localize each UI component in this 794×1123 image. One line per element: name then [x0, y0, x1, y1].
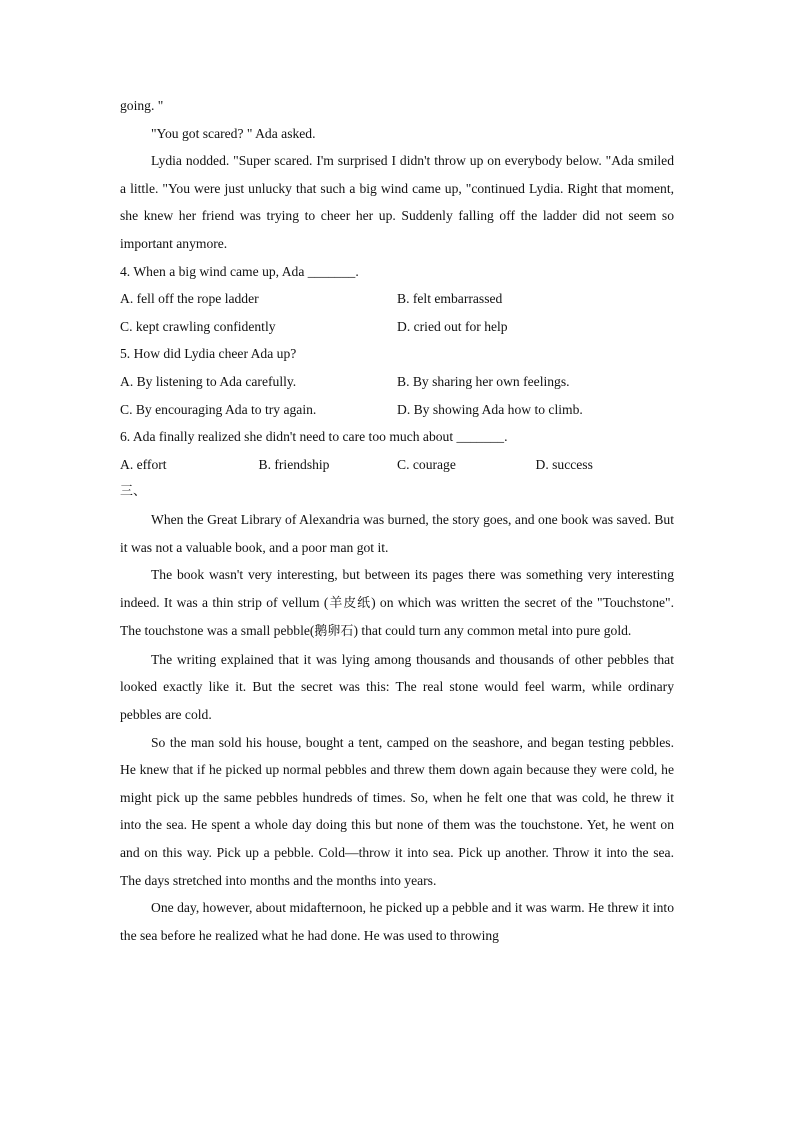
option-d: D. cried out for help	[397, 318, 508, 334]
document-page	[120, 92, 674, 949]
chinese-gloss: 鹅卵石	[314, 624, 354, 640]
passage-paragraph: Lydia nodded. "Super scared. I'm surprised I didn't throw up on everybody below. "Ada smiled a little. "You were just unlucky that such a big wind came up, "continued Lydia. Right that moment, she knew her friend was trying to cheer her up. Suddenly falling off the ladder did not seem so important anymore.	[120, 153, 674, 251]
passage-paragraph: "You got scared? " Ada asked.	[151, 125, 316, 141]
options-row	[120, 451, 674, 479]
passage-paragraph: When the Great Library of Alexandria was burned, the story goes, and one book was saved. But it was not a valuable book, and a poor man got it.	[120, 511, 674, 555]
option-d: D. success	[535, 456, 593, 472]
options-row	[120, 285, 674, 313]
option-c: C. kept crawling confidently	[120, 318, 276, 334]
option-b: B. friendship	[258, 456, 330, 472]
option-c: C. By encouraging Ada to try again.	[120, 401, 317, 417]
question-stem: 5. How did Lydia cheer Ada up?	[120, 346, 297, 362]
options-row	[120, 368, 674, 396]
chinese-gloss: 羊皮纸	[328, 595, 372, 611]
passage-text: ) that could turn any common metal into pure gold.	[353, 623, 632, 639]
passage-line: going. "	[120, 98, 164, 113]
option-a: A. fell off the rope ladder	[120, 291, 259, 307]
option-a: A. effort	[120, 456, 167, 472]
section-heading: 三、	[120, 484, 147, 500]
passage-text: The book wasn't very interesting, but between its pages there was something very interesting indeed. It was a thin strip of vellum (	[120, 567, 674, 610]
passage-text: ) on which was written the secret of the "Touchstone". The touchstone was a small pebble(	[120, 594, 674, 639]
option-d: D. By showing Ada how to climb.	[397, 401, 583, 417]
passage-paragraph	[120, 561, 674, 646]
passage-paragraph: The writing explained that it was lying among thousands and thousands of other pebbles that looked exactly like it. But the secret was this: The real stone would feel warm, while ordinary pebbles are cold.	[120, 651, 674, 723]
option-a: A. By listening to Ada carefully.	[120, 373, 297, 389]
options-row	[120, 396, 674, 424]
option-c: C. courage	[397, 456, 456, 472]
passage-paragraph: One day, however, about midafternoon, he picked up a pebble and it was warm. He threw it into the sea before he realized what he had done. He was used to throwing	[120, 900, 674, 943]
question-stem: 6. Ada finally realized she didn't need to care too much about _______.	[120, 429, 508, 445]
option-b: B. felt embarrassed	[397, 291, 503, 307]
option-b: B. By sharing her own feelings.	[397, 373, 570, 389]
options-row	[120, 313, 674, 341]
passage-paragraph: So the man sold his house, bought a tent, camped on the seashore, and began testing pebbles. He knew that if he picked up normal pebbles and threw them down again because they were cold, he might pick up the same pebbles hundreds of times. So, when he felt one that was cold, he threw it into the sea. He spent a whole day doing this but none of them was the touchstone. Yet, he went on and on this way. Pick up a pebble. Cold—throw it into sea. Pick up another. Throw it into the sea. The days stretched into months and the months into years.	[120, 734, 674, 888]
question-stem: 4. When a big wind came up, Ada _______.	[120, 263, 359, 279]
